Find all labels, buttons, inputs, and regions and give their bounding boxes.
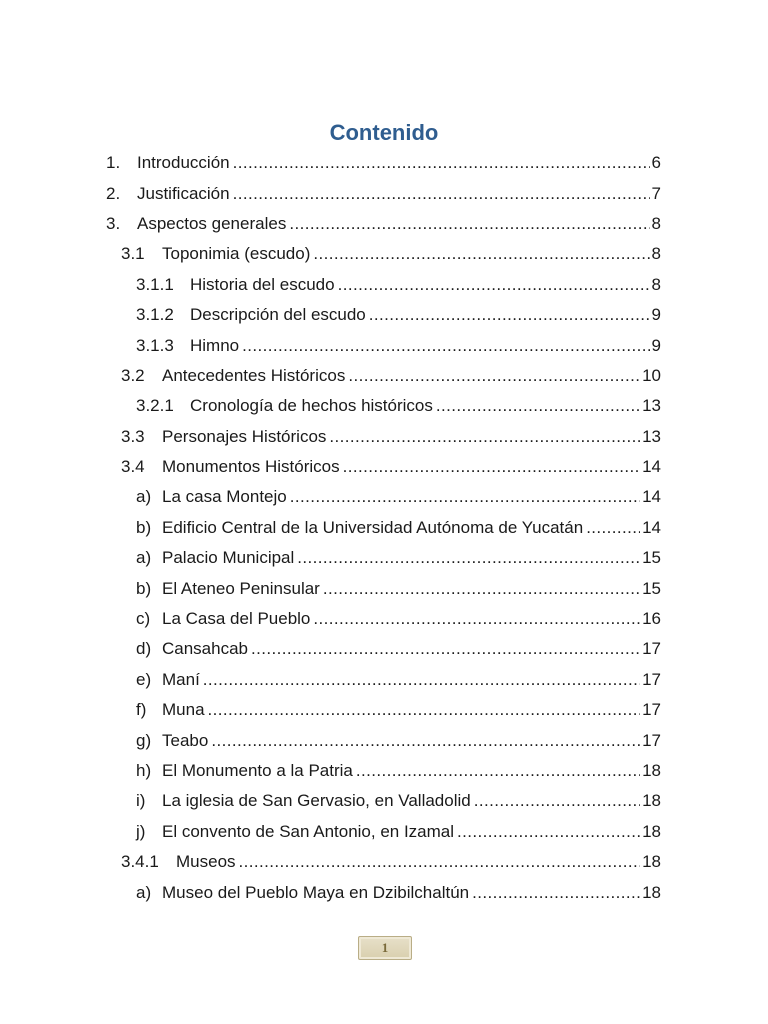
toc-entry-number: 3.1.2 bbox=[136, 305, 174, 325]
toc-entry-page: 18 bbox=[642, 852, 661, 872]
toc-entry-title: Museos bbox=[176, 852, 236, 872]
toc-entry-page: 8 bbox=[651, 213, 661, 233]
toc-entry-number: j) bbox=[136, 821, 146, 841]
toc-entry-page: 6 bbox=[651, 153, 661, 173]
toc-entry[interactable] bbox=[0, 482, 768, 512]
toc-entry-page: 15 bbox=[642, 578, 661, 598]
toc-entry-page: 14 bbox=[642, 487, 661, 507]
toc-entry[interactable] bbox=[0, 452, 768, 482]
toc-entry-page: 18 bbox=[642, 821, 661, 841]
page-title: Contenido bbox=[329, 120, 439, 145]
toc-entry[interactable] bbox=[0, 786, 768, 816]
toc-entry-page: 13 bbox=[642, 426, 661, 446]
toc-entry-title: El convento de San Antonio, en Izamal bbox=[162, 821, 455, 841]
toc-entry-number: 3. bbox=[106, 213, 121, 233]
toc-entry-number: f) bbox=[136, 700, 147, 720]
toc-entry-number: c) bbox=[136, 609, 151, 629]
dot-leader bbox=[233, 184, 650, 204]
toc-entry-page: 17 bbox=[642, 700, 661, 720]
toc-entry-number: i) bbox=[136, 791, 146, 811]
toc-entry-number: 2. bbox=[106, 183, 121, 203]
dot-leader bbox=[329, 427, 640, 447]
toc-entry-page: 18 bbox=[642, 761, 661, 780]
toc-entry[interactable] bbox=[0, 513, 768, 543]
toc-entry-page: 7 bbox=[651, 183, 661, 203]
toc-entry[interactable] bbox=[0, 847, 768, 877]
dot-leader bbox=[472, 883, 640, 903]
toc-entry[interactable] bbox=[0, 300, 768, 330]
toc-entry-page: 8 bbox=[651, 274, 661, 294]
toc-entry-title: Muna bbox=[162, 700, 205, 720]
toc-entry-title: Historia del escudo bbox=[190, 274, 335, 294]
dot-leader bbox=[233, 153, 650, 173]
toc-entry-title: Teabo bbox=[162, 730, 209, 750]
toc-entry[interactable] bbox=[0, 270, 768, 300]
toc-entry[interactable] bbox=[0, 604, 768, 634]
toc-entry-page: 9 bbox=[651, 305, 661, 325]
toc-entry-title: Personajes Históricos bbox=[162, 426, 327, 446]
dot-leader bbox=[313, 609, 640, 629]
toc-entry[interactable] bbox=[0, 361, 768, 391]
dot-leader bbox=[343, 457, 640, 477]
toc-entry[interactable] bbox=[0, 543, 768, 573]
dot-leader bbox=[203, 670, 640, 690]
toc-entry-number: a) bbox=[136, 487, 152, 507]
toc-entry-title: Antecedentes Históricos bbox=[162, 365, 346, 385]
toc-entry-number: 3.1 bbox=[121, 244, 145, 264]
toc-entry-title: Cronología de hechos históricos bbox=[190, 396, 433, 416]
toc-entry-title: Edificio Central de la Universidad Autónoma de Yucatán bbox=[162, 517, 584, 537]
toc-entry-page: 14 bbox=[642, 457, 661, 477]
toc-entry-title: Museo del Pueblo Maya en Dzibilchaltún bbox=[162, 882, 470, 902]
toc-entry-title: Palacio Municipal bbox=[162, 548, 295, 568]
toc-entry-number: g) bbox=[136, 730, 152, 750]
toc-entry-title: Himno bbox=[190, 335, 240, 355]
toc-entry-title: Aspectos generales bbox=[137, 213, 287, 233]
dot-leader bbox=[289, 214, 649, 234]
toc-entry[interactable] bbox=[0, 877, 768, 907]
toc-entry-number: 3.1.3 bbox=[136, 335, 174, 355]
toc-entry-number: 3.4 bbox=[121, 457, 145, 477]
dot-leader bbox=[436, 396, 640, 416]
dot-leader bbox=[211, 731, 640, 751]
toc-entry-number: 3.2.1 bbox=[136, 396, 174, 416]
toc-entry-number: 1. bbox=[106, 153, 121, 173]
toc-entry-title: Maní bbox=[162, 669, 200, 689]
toc-entry-title: Justificación bbox=[137, 183, 230, 203]
toc-entry-page: 16 bbox=[642, 609, 661, 629]
toc-entry-number: 3.2 bbox=[121, 365, 145, 385]
toc-entry-title: Toponimia (escudo) bbox=[162, 244, 311, 264]
toc-entry-page: 14 bbox=[642, 517, 661, 537]
toc-entry-number: h) bbox=[136, 761, 152, 780]
toc-entry-title: El Ateneo Peninsular bbox=[162, 578, 320, 598]
toc-entry-page: 18 bbox=[642, 882, 661, 902]
dot-leader bbox=[323, 579, 640, 599]
dot-leader bbox=[208, 700, 641, 720]
toc-entry-page: 18 bbox=[642, 791, 661, 811]
toc-entry[interactable] bbox=[0, 148, 768, 178]
toc-entry-title: Introducción bbox=[137, 153, 230, 173]
dot-leader bbox=[369, 305, 650, 325]
table-of-contents bbox=[0, 148, 768, 908]
toc-entry-number: 3.4.1 bbox=[121, 852, 159, 872]
toc-entry-number: b) bbox=[136, 517, 152, 537]
toc-entry[interactable] bbox=[0, 817, 768, 847]
dot-leader bbox=[586, 518, 640, 538]
toc-entry-title: La casa Montejo bbox=[162, 487, 287, 507]
dot-leader bbox=[348, 366, 640, 386]
dot-leader bbox=[474, 791, 640, 811]
toc-entry-title: La Casa del Pueblo bbox=[162, 609, 311, 629]
dot-leader bbox=[297, 548, 640, 568]
toc-entry-title: La iglesia de San Gervasio, en Valladolid bbox=[162, 791, 471, 811]
toc-entry[interactable] bbox=[0, 391, 768, 421]
toc-entry-title: Cansahcab bbox=[162, 639, 249, 659]
toc-entry-page: 9 bbox=[651, 335, 661, 355]
toc-entry[interactable] bbox=[0, 573, 768, 603]
dot-leader bbox=[239, 852, 641, 872]
toc-entry-page: 17 bbox=[642, 730, 661, 750]
toc-entry-number: a) bbox=[136, 882, 152, 902]
toc-entry[interactable] bbox=[0, 725, 768, 755]
page-number: 1 bbox=[358, 936, 412, 960]
toc-entry-page: 17 bbox=[642, 669, 661, 689]
toc-entry-page: 13 bbox=[642, 396, 661, 416]
toc-entry[interactable] bbox=[0, 422, 768, 452]
toc-entry[interactable] bbox=[0, 634, 768, 664]
toc-entry[interactable] bbox=[0, 756, 768, 786]
toc-entry[interactable] bbox=[0, 330, 768, 360]
dot-leader bbox=[356, 761, 640, 781]
toc-entry-number: a) bbox=[136, 548, 152, 568]
toc-entry-number: e) bbox=[136, 669, 152, 689]
toc-entry-number: b) bbox=[136, 578, 152, 598]
dot-leader bbox=[251, 639, 640, 659]
toc-entry-title: Monumentos Históricos bbox=[162, 457, 340, 477]
dot-leader bbox=[242, 336, 649, 356]
toc-entry-number: d) bbox=[136, 639, 152, 659]
toc-entry-number: 3.1.1 bbox=[136, 274, 174, 294]
toc-entry[interactable] bbox=[0, 209, 768, 239]
dot-leader bbox=[290, 487, 640, 507]
toc-entry[interactable] bbox=[0, 665, 768, 695]
dot-leader bbox=[338, 275, 650, 295]
toc-entry-title: El Monumento a la Patria bbox=[162, 761, 353, 780]
toc-entry-page: 8 bbox=[651, 244, 661, 264]
toc-entry-page: 17 bbox=[642, 639, 661, 659]
toc-entry[interactable] bbox=[0, 695, 768, 725]
toc-entry-number: 3.3 bbox=[121, 426, 145, 446]
toc-entry[interactable] bbox=[0, 239, 768, 269]
dot-leader bbox=[457, 822, 640, 842]
toc-entry-title: Descripción del escudo bbox=[190, 305, 366, 325]
dot-leader bbox=[313, 244, 649, 264]
toc-entry-page: 10 bbox=[642, 365, 661, 385]
toc-entry[interactable] bbox=[0, 178, 768, 208]
toc-entry-page: 15 bbox=[642, 548, 661, 568]
